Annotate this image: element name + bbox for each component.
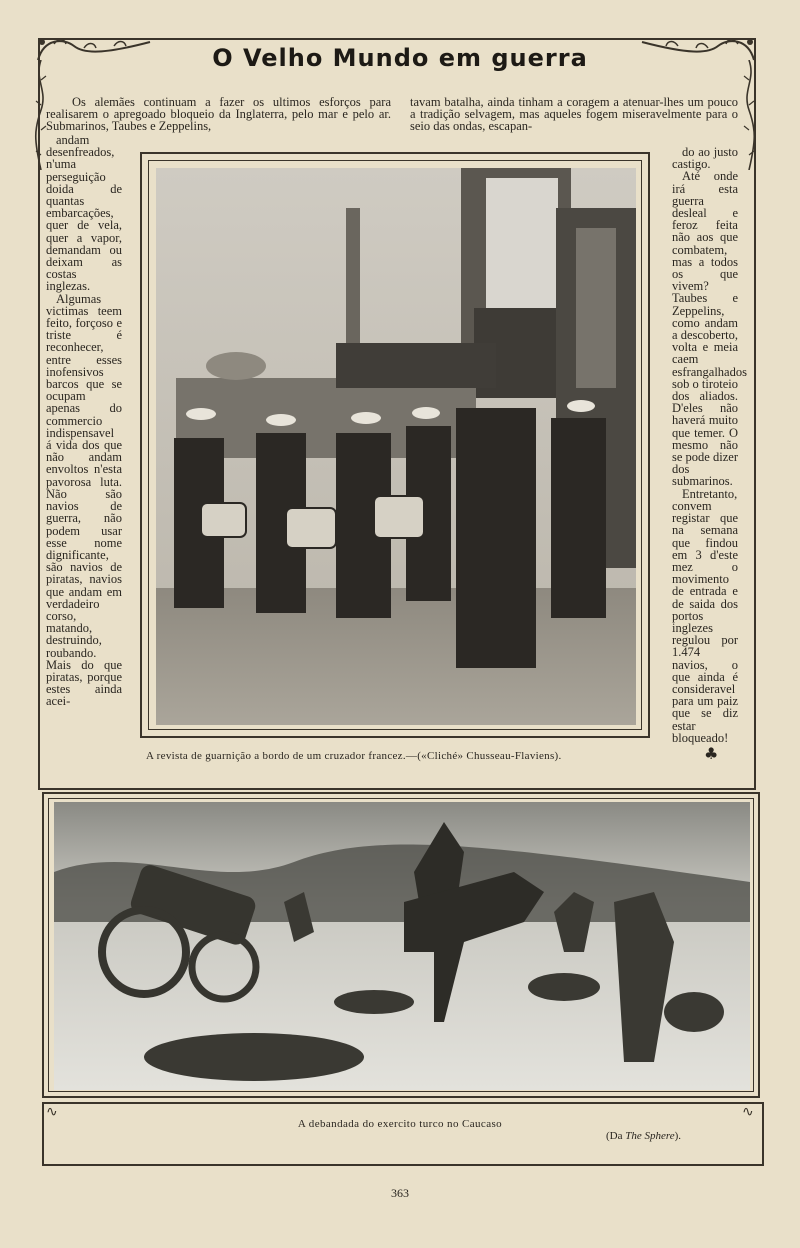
intro-right-paragraph: tavam batalha, ainda tinham a coragem a atenuar-lhes um pouco a tradição selvagem, mas aqueles fogem miseravelmente para o seio das ondas, escapan- <box>410 95 738 134</box>
intro-left-paragraph: Os alemães continuam a fazer os ultimos esforços para realisarem o apregoado bloqueio da Inglaterra, pelo mar e pelo ar. Submarinos, Taubes e Zeppelins, <box>46 95 391 134</box>
swirl-ornament-left: ∿ <box>46 1104 58 1120</box>
left-column-paragraph-2: Algumas victimas teem feito, forçoso e triste é reconhecer, entre esses inofensivos barcos que se ocupam apenas do commercio indispensavel á vida dos que não andam envoltos n'esta pavorosa luta. Não são navios de guerra, não podem usar esse nome dignificante, são navios de piratas, navios que andam em verdadeiro corso, matando, destruindo, roubando. Mais do que piratas, porque estes ainda acei- <box>46 291 122 709</box>
swirl-ornament-right: ∿ <box>742 1104 754 1120</box>
left-column <box>46 134 122 708</box>
intro-left-text <box>46 96 391 133</box>
club-ornament: ♣ <box>704 744 719 763</box>
right-column-paragraph-2: Até onde irá esta guerra desleal e feroz feita não aos que combatem, mas a todos os que vivem? Taubes e Zeppelins, como andam a descoberto, volta e meia caem esfrangalhados sob o tiroteio dos aliados. D'eles não haverá muito que temer. O mesmo não se pode dizer dos submarinos. <box>672 169 747 489</box>
caucasus-battle-painting <box>54 802 750 1090</box>
painting-caption: A debandada do exercito turco no Caucaso <box>297 1118 503 1130</box>
left-column-paragraph-1: andam desenfreados, n'uma perseguição doida de quantas embarcações, quer de vela, quer a vapor, demandam ou deixam as costas inglezas. <box>46 133 122 294</box>
page-number: 363 <box>391 1186 409 1200</box>
credit-suffix: ). <box>674 1130 682 1142</box>
cruiser-deck-photo <box>156 168 636 725</box>
photo-caption: A revista de guarnição a bordo de um cruzador francez.—(«Cliché» Chusseau-Flaviens). <box>146 750 562 762</box>
right-vine-ornament <box>742 60 756 170</box>
credit-prefix: (Da <box>606 1130 623 1142</box>
painting-credit <box>606 1130 681 1142</box>
right-column-paragraph-1: do ao justo castigo. <box>672 145 738 172</box>
right-column <box>672 145 747 745</box>
right-column-paragraph-3: Entretanto, convem registar que na semana que findou em 3 d'este mez o movimento de entrada e de saida dos portos inglezes regulou por 1.474 navios, o que ainda é consideravel para um paiz que se diz estar bloqueado! <box>672 486 738 745</box>
credit-source: The Sphere <box>625 1130 675 1142</box>
intro-right-text <box>410 96 738 133</box>
page-title: O Velho Mundo em guerra <box>212 44 588 72</box>
